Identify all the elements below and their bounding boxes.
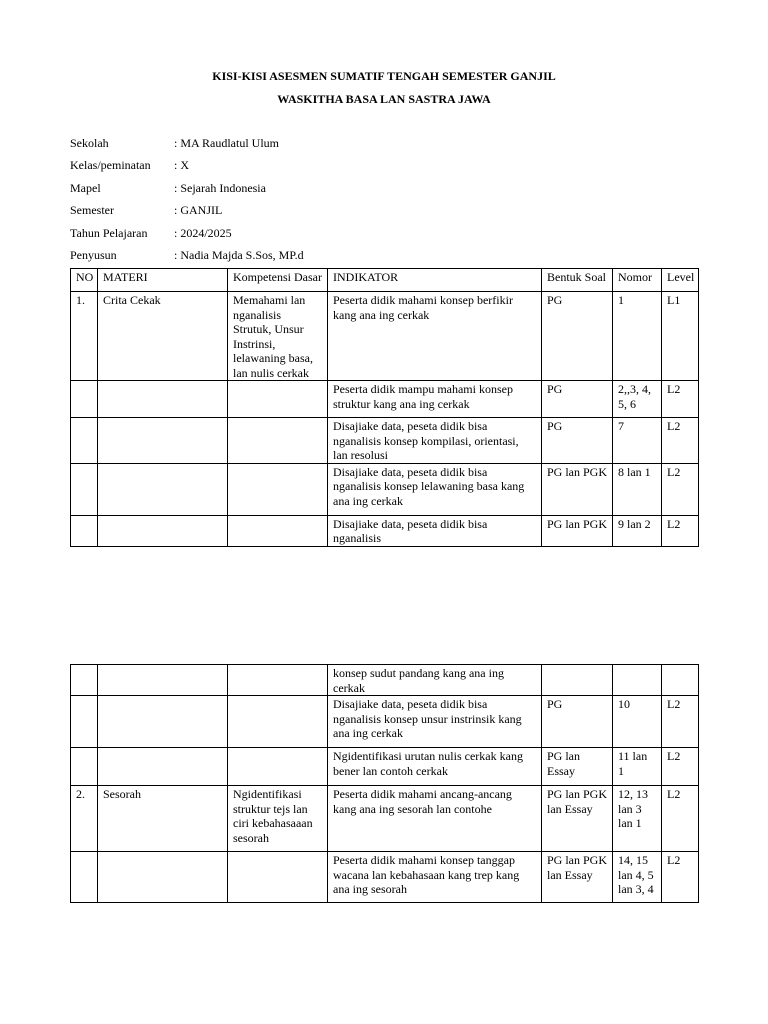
info-value: : GANJIL bbox=[174, 203, 223, 218]
cell-indikator: Peserta didik mahami konsep tanggap wacana lan kebahasaan kang trep kang ana ing sesorah bbox=[328, 852, 542, 903]
table-row bbox=[71, 852, 699, 903]
info-row-mapel bbox=[70, 181, 304, 203]
cell-no bbox=[71, 515, 98, 546]
cell-no bbox=[71, 463, 98, 515]
cell-materi bbox=[98, 418, 228, 464]
table-row bbox=[71, 748, 699, 786]
cell-level: L2 bbox=[662, 463, 699, 515]
cell-indikator: Disajiake data, peseta didik bisa nganalisis konsep kompilasi, orientasi, lan resolusi bbox=[328, 418, 542, 464]
header-cell: MATERI bbox=[98, 269, 228, 292]
info-block bbox=[70, 136, 304, 270]
cell-indikator: Peserta didik mahami ancang-ancang kang ana ing sesorah lan contohe bbox=[328, 786, 542, 852]
cell-nomor: 9 lan 2 bbox=[613, 515, 662, 546]
cell-nomor: 7 bbox=[613, 418, 662, 464]
cell-indikator: Peserta didik mahami konsep berfikir kang ana ing cerkak bbox=[328, 292, 542, 381]
cell-materi bbox=[98, 696, 228, 748]
cell-no bbox=[71, 665, 98, 696]
info-label: Kelas/peminatan bbox=[70, 158, 151, 173]
cell-materi bbox=[98, 381, 228, 418]
kisi-kisi-table-page-2 bbox=[70, 664, 699, 903]
cell-bentuk-soal: PG lan PGK bbox=[542, 515, 613, 546]
cell-bentuk-soal: PG bbox=[542, 381, 613, 418]
cell-nomor: 11 lan 1 bbox=[613, 748, 662, 786]
cell-materi bbox=[98, 463, 228, 515]
cell-level: L2 bbox=[662, 748, 699, 786]
header-cell: Kompetensi Dasar bbox=[228, 269, 328, 292]
table-row bbox=[71, 381, 699, 418]
cell-nomor: 8 lan 1 bbox=[613, 463, 662, 515]
cell-materi bbox=[98, 515, 228, 546]
cell-kompetensi-dasar bbox=[228, 748, 328, 786]
cell-no bbox=[71, 381, 98, 418]
cell-no bbox=[71, 696, 98, 748]
info-value: : X bbox=[174, 158, 189, 173]
cell-kompetensi-dasar bbox=[228, 418, 328, 464]
table-row bbox=[71, 786, 699, 852]
table-header-row bbox=[71, 269, 699, 292]
cell-kompetensi-dasar: Ngidentifikasi struktur tejs lan ciri kebahasaaan sesorah bbox=[228, 786, 328, 852]
table-row bbox=[71, 463, 699, 515]
header-cell: Nomor bbox=[613, 269, 662, 292]
cell-no: 2. bbox=[71, 786, 98, 852]
cell-indikator: Peserta didik mampu mahami konsep struktur kang ana ing cerkak bbox=[328, 381, 542, 418]
info-value: : Sejarah Indonesia bbox=[174, 180, 266, 195]
cell-kompetensi-dasar bbox=[228, 515, 328, 546]
info-row-tahun bbox=[70, 226, 304, 248]
cell-nomor: 1 bbox=[613, 292, 662, 381]
info-label: Tahun Pelajaran bbox=[70, 225, 148, 240]
cell-materi bbox=[98, 665, 228, 696]
cell-nomor: 12, 13 lan 3 lan 1 bbox=[613, 786, 662, 852]
table-row bbox=[71, 696, 699, 748]
cell-no bbox=[71, 418, 98, 464]
cell-materi: Sesorah bbox=[98, 786, 228, 852]
cell-bentuk-soal: PG lan PGK bbox=[542, 463, 613, 515]
cell-no bbox=[71, 852, 98, 903]
cell-indikator: konsep sudut pandang kang ana ing cerkak bbox=[328, 665, 542, 696]
cell-bentuk-soal: PG lan Essay bbox=[542, 748, 613, 786]
cell-indikator: Ngidentifikasi urutan nulis cerkak kang bener lan contoh cerkak bbox=[328, 748, 542, 786]
cell-kompetensi-dasar: Memahami lan nganalisis Strutuk, Unsur Instrinsi, lelawaning basa, lan nulis cerkak bbox=[228, 292, 328, 381]
header-cell: Level bbox=[662, 269, 699, 292]
cell-level: L2 bbox=[662, 381, 699, 418]
cell-kompetensi-dasar bbox=[228, 852, 328, 903]
info-row-kelas bbox=[70, 158, 304, 180]
cell-materi: Crita Cekak bbox=[98, 292, 228, 381]
cell-nomor: 10 bbox=[613, 696, 662, 748]
cell-level: L2 bbox=[662, 696, 699, 748]
cell-bentuk-soal: PG lan PGK lan Essay bbox=[542, 852, 613, 903]
cell-nomor bbox=[613, 665, 662, 696]
info-row-semester bbox=[70, 203, 304, 225]
cell-level: L2 bbox=[662, 852, 699, 903]
table-row bbox=[71, 665, 699, 696]
cell-bentuk-soal: PG bbox=[542, 418, 613, 464]
info-label: Semester bbox=[70, 203, 114, 218]
info-label: Penyusun bbox=[70, 247, 117, 262]
cell-kompetensi-dasar bbox=[228, 696, 328, 748]
table-row bbox=[71, 515, 699, 546]
info-row-sekolah bbox=[70, 136, 304, 158]
info-value: : MA Raudlatul Ulum bbox=[174, 136, 279, 150]
info-label: Mapel bbox=[70, 180, 101, 195]
cell-materi bbox=[98, 852, 228, 903]
table-row bbox=[71, 292, 699, 381]
cell-bentuk-soal: PG bbox=[542, 696, 613, 748]
cell-nomor: 2,,3, 4, 5, 6 bbox=[613, 381, 662, 418]
info-row-penyusun bbox=[70, 248, 304, 270]
kisi-kisi-table-page-1 bbox=[70, 268, 699, 547]
header-cell: INDIKATOR bbox=[328, 269, 542, 292]
cell-indikator: Disajiake data, peseta didik bisa nganalisis konsep lelawaning basa kang ana ing cerkak bbox=[328, 463, 542, 515]
header-cell: Bentuk Soal bbox=[542, 269, 613, 292]
info-label: Sekolah bbox=[70, 136, 109, 150]
cell-bentuk-soal: PG lan PGK lan Essay bbox=[542, 786, 613, 852]
cell-no: 1. bbox=[71, 292, 98, 381]
info-value: : 2024/2025 bbox=[174, 225, 232, 240]
cell-level: L2 bbox=[662, 515, 699, 546]
cell-bentuk-soal: PG bbox=[542, 292, 613, 381]
document-subtitle: WASKITHA BASA LAN SASTRA JAWA bbox=[277, 92, 491, 106]
cell-level: L2 bbox=[662, 418, 699, 464]
cell-nomor: 14, 15 lan 4, 5 lan 3, 4 bbox=[613, 852, 662, 903]
cell-level: L1 bbox=[662, 292, 699, 381]
cell-level: L2 bbox=[662, 786, 699, 852]
cell-kompetensi-dasar bbox=[228, 665, 328, 696]
document-title: KISI-KISI ASESMEN SUMATIF TENGAH SEMESTER GANJIL bbox=[212, 69, 556, 83]
cell-kompetensi-dasar bbox=[228, 381, 328, 418]
header-cell: NO bbox=[71, 269, 98, 292]
cell-materi bbox=[98, 748, 228, 786]
cell-indikator: Disajiake data, peseta didik bisa nganalisis konsep unsur instrinsik kang ana ing cerkak bbox=[328, 696, 542, 748]
cell-indikator: Disajiake data, peseta didik bisa nganalisis bbox=[328, 515, 542, 546]
cell-bentuk-soal bbox=[542, 665, 613, 696]
cell-level bbox=[662, 665, 699, 696]
info-value: : Nadia Majda S.Sos, MP.d bbox=[174, 247, 304, 262]
table-row bbox=[71, 418, 699, 464]
cell-kompetensi-dasar bbox=[228, 463, 328, 515]
cell-no bbox=[71, 748, 98, 786]
